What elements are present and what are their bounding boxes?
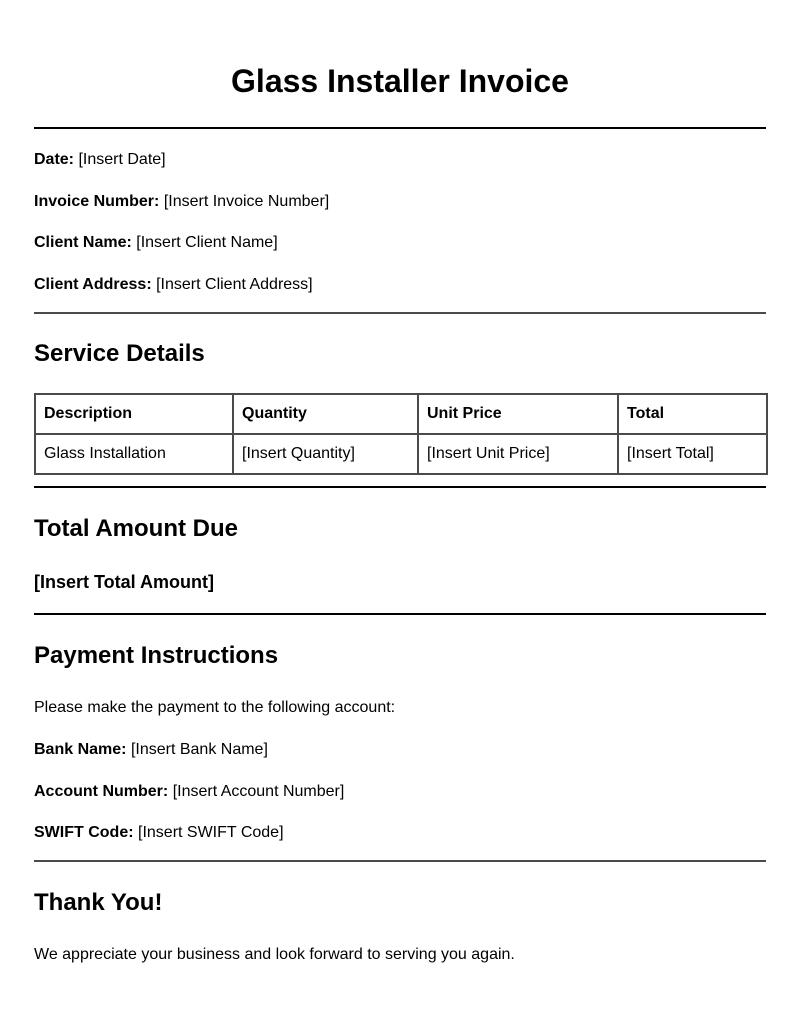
- field-value: [Insert Date]: [78, 151, 166, 168]
- divider: [34, 860, 766, 862]
- total-amount-heading: Total Amount Due: [34, 515, 238, 542]
- field-label: SWIFT Code:: [34, 824, 134, 841]
- thank-you-heading: Thank You!: [34, 889, 163, 916]
- column-header-description: Description: [35, 394, 233, 434]
- account-number-field: [34, 782, 344, 802]
- divider: [34, 613, 766, 615]
- service-table: [34, 393, 768, 475]
- bank-name-field: [34, 740, 268, 760]
- payment-instructions-heading: Payment Instructions: [34, 642, 279, 669]
- field-value: [Insert Client Name]: [136, 234, 278, 251]
- page-title: Glass Installer Invoice: [231, 63, 569, 99]
- field-value: [Insert Client Address]: [156, 276, 313, 293]
- thank-you-message: We appreciate your business and look forward to serving you again.: [34, 946, 515, 963]
- field-value: [Insert Account Number]: [172, 783, 345, 800]
- column-header-quantity: Quantity: [233, 394, 418, 434]
- field-label: Client Address:: [34, 276, 152, 293]
- table-row: [35, 434, 767, 474]
- divider: [34, 127, 766, 129]
- date-field: [34, 150, 166, 170]
- divider: [34, 486, 766, 488]
- field-value: [Insert Bank Name]: [130, 741, 268, 758]
- payment-intro: Please make the payment to the following account:: [34, 699, 396, 716]
- client-address-field: [34, 275, 313, 295]
- column-header-total: Total: [618, 394, 767, 434]
- field-label: Bank Name:: [34, 741, 127, 758]
- divider: [34, 312, 766, 314]
- column-header-unit-price: Unit Price: [418, 394, 618, 434]
- table-header-row: [35, 394, 767, 434]
- total-amount-value: [Insert Total Amount]: [34, 572, 214, 592]
- swift-code-field: [34, 823, 284, 843]
- cell-unit-price: [Insert Unit Price]: [418, 434, 618, 474]
- field-label: Invoice Number:: [34, 193, 160, 210]
- field-label: Date:: [34, 151, 75, 168]
- cell-total: [Insert Total]: [618, 434, 767, 474]
- client-name-field: [34, 233, 278, 253]
- invoice-number-field: [34, 192, 329, 212]
- field-value: [Insert SWIFT Code]: [138, 824, 284, 841]
- service-details-heading: Service Details: [34, 340, 205, 367]
- cell-description: Glass Installation: [35, 434, 233, 474]
- field-label: Client Name:: [34, 234, 132, 251]
- cell-quantity: [Insert Quantity]: [233, 434, 418, 474]
- field-value: [Insert Invoice Number]: [163, 193, 330, 210]
- field-label: Account Number:: [34, 783, 169, 800]
